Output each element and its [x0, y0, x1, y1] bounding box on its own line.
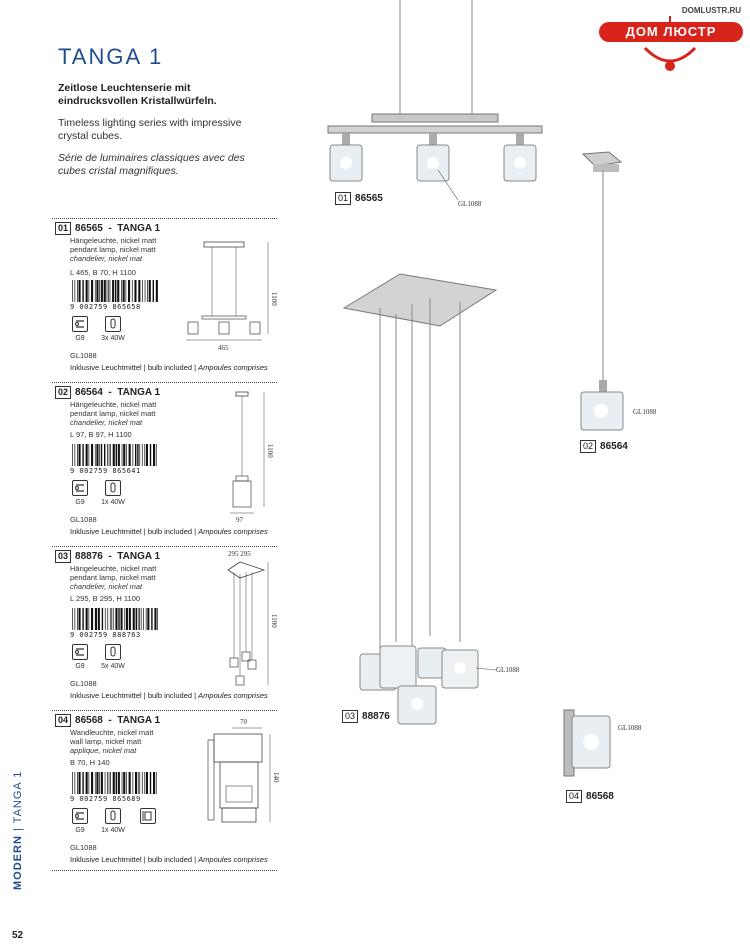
barcode-bar: [105, 772, 106, 794]
included-english: bulb included: [147, 691, 193, 700]
barcode-bar: [107, 608, 108, 630]
socket-label: G9: [75, 499, 85, 506]
barcode-bar: [144, 444, 145, 466]
barcode-bar: [98, 608, 100, 630]
barcode-bar: [101, 280, 103, 302]
brand-logo[interactable]: [595, 4, 747, 76]
bulb-included-note: Inklusive Leuchtmittel | bulb included | Ampoules comprises: [70, 691, 268, 700]
page-number: 52: [12, 930, 24, 941]
barcode-bar: [75, 772, 76, 794]
desc-english: wall lamp, nickel matt: [70, 737, 142, 746]
included-french: Ampoules comprises: [198, 527, 268, 536]
barcode-bar: [145, 280, 146, 302]
barcode-bar: [82, 608, 83, 630]
product-dimensions: B 70, H 140: [70, 758, 110, 767]
barcode-bar: [123, 444, 125, 466]
barcode-bar: [77, 608, 78, 630]
barcode: [70, 280, 160, 302]
barcode-bar: [101, 444, 102, 466]
barcode-bar: [109, 444, 110, 466]
section-label-separator: |: [12, 827, 24, 832]
photo-number: 03: [342, 710, 358, 723]
g9-socket-icon: [72, 316, 88, 332]
barcode-bar: [126, 444, 127, 466]
divider: [52, 546, 277, 547]
photo-86564: [575, 148, 635, 438]
page-title: TANGA 1: [58, 44, 164, 69]
photo-number: 02: [580, 440, 596, 453]
divider: [52, 870, 277, 871]
barcode-bar: [113, 772, 115, 794]
photo-86565: [320, 0, 560, 200]
barcode-bar: [82, 444, 83, 466]
barcode-bar: [72, 444, 73, 466]
barcode-bar: [133, 772, 134, 794]
barcode: [70, 444, 160, 466]
bulb-included-note: Inklusive Leuchtmittel | bulb included | Ampoules comprises: [70, 527, 268, 536]
g9-socket-icon: [72, 644, 88, 660]
photo-label-86565: [335, 192, 383, 205]
barcode-bar: [89, 608, 90, 630]
barcode-bar: [147, 608, 149, 630]
barcode-bar: [138, 608, 139, 630]
included-french: Ampoules comprises: [198, 691, 268, 700]
barcode-bar: [129, 772, 131, 794]
glass-code: GL1088: [70, 679, 97, 688]
barcode-bar: [72, 608, 73, 630]
barcode-bar: [99, 280, 100, 302]
product-name: TANGA 1: [117, 551, 161, 562]
barcode-bar: [134, 280, 136, 302]
bulb-icon: [105, 316, 121, 332]
logo-text: ДОМ ЛЮСТР: [599, 22, 743, 42]
barcode-bar: [75, 608, 76, 630]
barcode-bar: [118, 444, 120, 466]
product-name: TANGA 1: [117, 715, 161, 726]
product-86564: [52, 382, 277, 542]
barcode-bar: [107, 772, 108, 794]
wattage-label: 5x 40W: [101, 663, 125, 670]
barcode-bar: [132, 280, 133, 302]
product-description: [70, 728, 180, 755]
barcode-bar: [133, 444, 134, 466]
barcode-bar: [110, 772, 111, 794]
product-number: 03: [55, 550, 71, 563]
barcode-bar: [138, 280, 140, 302]
barcode-bar: [156, 280, 158, 302]
barcode-bar: [146, 772, 148, 794]
dim-width: 295 295: [228, 550, 251, 558]
wattage-label: 1x 40W: [101, 827, 125, 834]
glass-callout: GL1088: [496, 666, 520, 674]
photo-code: 88876: [362, 711, 390, 722]
barcode-bar: [133, 608, 135, 630]
barcode-bar: [138, 772, 139, 794]
photo-86568: [558, 706, 618, 782]
included-french: Ampoules comprises: [198, 363, 268, 372]
barcode-bar: [86, 608, 88, 630]
barcode-bar: [124, 608, 125, 630]
dim-width: 465: [218, 344, 229, 352]
divider: [52, 218, 277, 219]
included-german: Inklusive Leuchtmittel: [70, 527, 142, 536]
barcode-bar: [79, 772, 81, 794]
product-description: [70, 236, 180, 263]
barcode: [70, 772, 160, 794]
barcode-bar: [79, 608, 81, 630]
barcode-bar: [129, 608, 131, 630]
product-name: TANGA 1: [117, 223, 161, 234]
included-german: Inklusive Leuchtmittel: [70, 691, 142, 700]
barcode-bar: [82, 772, 83, 794]
barcode-bar: [135, 772, 137, 794]
barcode-bar: [102, 608, 103, 630]
barcode-bar: [96, 280, 98, 302]
barcode-bar: [105, 608, 106, 630]
product-code: 88876: [75, 551, 103, 562]
socket-label: G9: [75, 663, 85, 670]
product-code: 86565: [75, 223, 103, 234]
wattage-label: 1x 40W: [101, 499, 125, 506]
photo-number: 04: [566, 790, 582, 803]
barcode-bar: [107, 280, 108, 302]
desc-english: pendant lamp, nickel matt: [70, 409, 156, 418]
barcode-bar: [141, 608, 142, 630]
barcode-bar: [75, 444, 76, 466]
barcode-bar: [154, 608, 156, 630]
photo-code: 86564: [600, 441, 628, 452]
barcode-bar: [96, 772, 98, 794]
intro-english: Timeless lighting series with impressive crystal cubes.: [58, 117, 242, 142]
barcode-bar: [157, 608, 158, 630]
barcode-bar: [153, 280, 154, 302]
wall-mount-icon: [140, 808, 156, 824]
product-code: 86564: [75, 387, 103, 398]
barcode-bar: [126, 608, 128, 630]
included-german: Inklusive Leuchtmittel: [70, 855, 142, 864]
product-name: TANGA 1: [117, 387, 161, 398]
barcode-bar: [122, 444, 123, 466]
barcode-bar: [142, 772, 143, 794]
glass-code: GL1088: [70, 351, 97, 360]
barcode-bar: [156, 444, 157, 466]
barcode-bar: [107, 444, 108, 466]
dim-width: 97: [236, 516, 243, 524]
barcode-bar: [109, 772, 110, 794]
desc-french: chandelier, nickel mat: [70, 582, 143, 591]
barcode-bar: [156, 772, 157, 794]
socket-label: G9: [75, 827, 85, 834]
desc-english: pendant lamp, nickel matt: [70, 245, 156, 254]
barcode-bar: [139, 772, 140, 794]
barcode-bar: [113, 444, 115, 466]
photo-label-86564: [580, 440, 628, 453]
technical-drawing-86564: [222, 388, 277, 523]
barcode-bar: [95, 444, 96, 466]
barcode-bar: [111, 608, 112, 630]
desc-french: chandelier, nickel mat: [70, 254, 143, 263]
bulb-icon: [105, 480, 121, 496]
section-label-series: TANGA 1: [12, 770, 24, 824]
barcode-digits: 9 002759 888763: [70, 631, 141, 639]
barcode-bar: [122, 772, 123, 794]
photo-code: 86568: [586, 791, 614, 802]
barcode-bar: [89, 280, 90, 302]
wattage-label: 3x 40W: [101, 335, 125, 342]
product-heading: 01 86565 - TANGA 1: [55, 222, 160, 235]
logo-url: DOMLUSTR.RU: [681, 6, 741, 15]
barcode-bar: [142, 280, 143, 302]
glass-callout: GL1088: [633, 408, 657, 416]
product-description: [70, 400, 180, 427]
barcode-bar: [139, 608, 140, 630]
barcode-bar: [95, 608, 97, 630]
barcode-bar: [126, 772, 127, 794]
barcode-bar: [91, 444, 93, 466]
photo-number: 01: [335, 192, 351, 205]
included-english: bulb included: [147, 855, 193, 864]
barcode-bar: [118, 772, 120, 794]
barcode-bar: [118, 608, 119, 630]
product-dimensions: L 295, B 295, H 1100: [70, 594, 141, 603]
g9-socket-icon: [72, 808, 88, 824]
barcode-bar: [123, 772, 125, 794]
barcode-bar: [117, 280, 119, 302]
glass-code: GL1088: [70, 843, 97, 852]
included-french: Ampoules comprises: [198, 855, 268, 864]
section-label-bold: MODERN: [12, 835, 24, 890]
technical-drawing-88876: [212, 548, 277, 688]
barcode-bar: [110, 444, 111, 466]
desc-german: Hängeleuchte, nickel matt: [70, 400, 157, 409]
barcode-bar: [147, 280, 148, 302]
dim-width: 70: [240, 718, 247, 726]
barcode-bar: [129, 444, 131, 466]
barcode-bar: [150, 444, 151, 466]
barcode-bar: [139, 444, 140, 466]
barcode-bar: [91, 280, 93, 302]
included-english: bulb included: [147, 527, 193, 536]
product-code: 86568: [75, 715, 103, 726]
product-description: [70, 564, 180, 591]
photo-code: 86565: [355, 193, 383, 204]
divider: [52, 710, 277, 711]
barcode-bar: [104, 280, 106, 302]
dim-height: 1100: [270, 292, 278, 306]
barcode-bar: [99, 444, 100, 466]
barcode-bar: [99, 772, 100, 794]
barcode-bar: [104, 444, 105, 466]
barcode-bar: [77, 772, 78, 794]
barcode-bar: [116, 772, 117, 794]
barcode-bar: [86, 280, 88, 302]
barcode-digits: 9 002759 865658: [70, 303, 141, 311]
socket-label: G9: [75, 335, 85, 342]
product-dimensions: L 97, B 97, H 1100: [70, 430, 132, 439]
desc-german: Hängeleuchte, nickel matt: [70, 564, 157, 573]
barcode-digits: 9 002759 865689: [70, 795, 141, 803]
barcode-bar: [91, 772, 93, 794]
barcode-bar: [91, 608, 93, 630]
desc-french: chandelier, nickel mat: [70, 418, 143, 427]
intro-german: Zeitlose Leuchtenserie mit eindrucksvollen Kristallwürfeln.: [58, 82, 217, 107]
barcode-bar: [143, 608, 144, 630]
photo-label-86568: [566, 790, 614, 803]
intro-french: Série de luminaires classiques avec des cubes cristal magnifiques.: [58, 152, 245, 177]
barcode-bar: [77, 444, 78, 466]
glass-callout: GL1088: [618, 724, 642, 732]
barcode-bar: [150, 772, 151, 794]
barcode-bar: [108, 280, 109, 302]
dim-height: 1100: [270, 614, 278, 628]
barcode-bar: [79, 280, 81, 302]
barcode-bar: [146, 608, 147, 630]
section-side-label: [12, 771, 24, 890]
barcode-bar: [123, 280, 125, 302]
barcode-bar: [149, 280, 151, 302]
product-dimensions: L 465, B 70, H 1100: [70, 268, 136, 277]
barcode-bar: [153, 772, 155, 794]
product-heading: 03 88876 - TANGA 1: [55, 550, 160, 563]
product-number: 02: [55, 386, 71, 399]
desc-german: Hängeleuchte, nickel matt: [70, 236, 157, 245]
barcode-bar: [115, 608, 117, 630]
included-german: Inklusive Leuchtmittel: [70, 363, 142, 372]
bulb-icon: [105, 808, 121, 824]
g9-socket-icon: [72, 480, 88, 496]
bulb-included-note: Inklusive Leuchtmittel | bulb included | Ampoules comprises: [70, 855, 268, 864]
product-number: 04: [55, 714, 71, 727]
barcode-bar: [95, 280, 96, 302]
technical-drawing-86568: [202, 716, 280, 836]
product-number: 01: [55, 222, 71, 235]
barcode-bar: [79, 444, 81, 466]
barcode-bar: [101, 772, 103, 794]
desc-french: applique, nickel mat: [70, 746, 137, 755]
barcode-bar: [126, 280, 127, 302]
barcode: [70, 608, 160, 630]
product-86568: [52, 710, 280, 875]
barcode-bar: [75, 280, 76, 302]
photo-88876: [340, 268, 500, 728]
barcode-bar: [136, 608, 137, 630]
barcode-bar: [116, 444, 117, 466]
barcode-bar: [110, 608, 111, 630]
desc-german: Wandleuchte, nickel matt: [70, 728, 154, 737]
barcode-bar: [89, 772, 90, 794]
glass-callout: GL1088: [458, 200, 482, 208]
barcode-bar: [153, 444, 155, 466]
barcode-bar: [121, 280, 122, 302]
barcode-bar: [113, 608, 114, 630]
barcode-bar: [96, 444, 98, 466]
barcode-bar: [110, 280, 111, 302]
technical-drawing-86565: [182, 236, 277, 356]
dim-height: 1100: [266, 444, 274, 458]
barcode-digits: 9 002759 865641: [70, 467, 141, 475]
barcode-bar: [135, 444, 136, 466]
bulb-included-note: Inklusive Leuchtmittel | bulb included | Ampoules comprises: [70, 363, 268, 372]
dim-height: 140: [272, 772, 280, 783]
barcode-bar: [82, 280, 83, 302]
included-english: bulb included: [147, 363, 193, 372]
barcode-bar: [115, 280, 116, 302]
barcode-bar: [95, 772, 96, 794]
product-heading: 04 86568 - TANGA 1: [55, 714, 160, 727]
barcode-bar: [77, 280, 78, 302]
desc-english: pendant lamp, nickel matt: [70, 573, 156, 582]
barcode-bar: [86, 772, 88, 794]
barcode-bar: [146, 444, 148, 466]
barcode-bar: [128, 280, 130, 302]
bulb-icon: [105, 644, 121, 660]
product-88876: [52, 546, 277, 706]
barcode-bar: [151, 608, 152, 630]
barcode-bar: [121, 608, 123, 630]
barcode-bar: [142, 444, 143, 466]
barcode-bar: [144, 772, 145, 794]
divider: [52, 382, 277, 383]
intro-block: [58, 82, 258, 178]
barcode-bar: [86, 444, 88, 466]
barcode-bar: [72, 280, 73, 302]
barcode-bar: [89, 444, 90, 466]
barcode-bar: [72, 772, 73, 794]
barcode-bar: [137, 444, 138, 466]
photo-label-88876: [342, 710, 390, 723]
product-86565: [52, 218, 277, 378]
glass-code: GL1088: [70, 515, 97, 524]
barcode-bar: [112, 280, 114, 302]
product-heading: 02 86564 - TANGA 1: [55, 386, 160, 399]
